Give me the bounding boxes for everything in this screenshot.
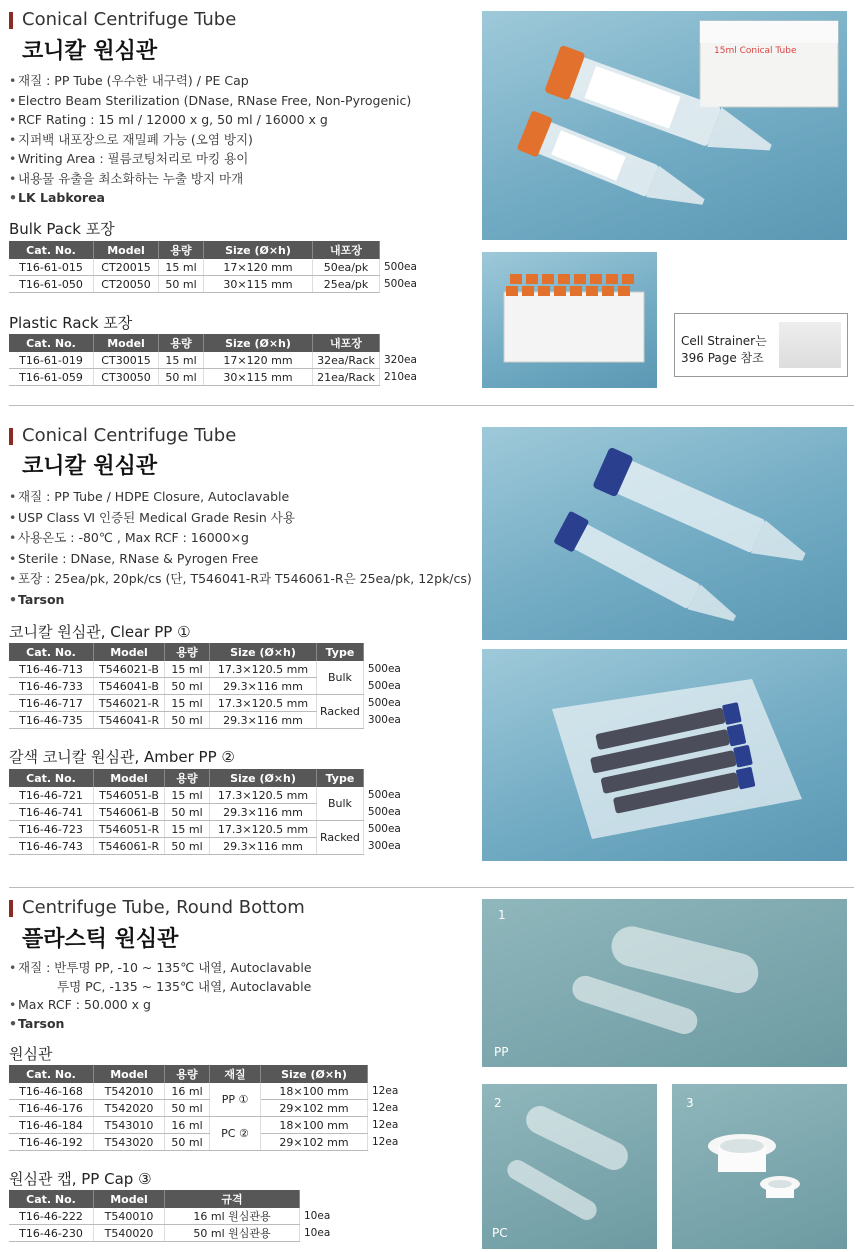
plastic-rack-table <box>9 334 420 386</box>
cell: T16-46-717 <box>9 695 94 712</box>
table-title: 갈색 코니칼 원심관, Amber PP ② <box>9 748 235 766</box>
cell: T16-46-230 <box>9 1225 94 1242</box>
cell: 30×115 mm <box>204 369 313 386</box>
col-header: Cat. No. <box>9 643 94 661</box>
cell: T546021-R <box>94 695 165 712</box>
brand-item: • LK Labkorea <box>9 188 411 208</box>
cell: 17.3×120.5 mm <box>210 821 317 838</box>
col-header: 내포장 <box>313 334 380 352</box>
col-header: Model <box>94 769 165 787</box>
cell: CT30015 <box>94 352 159 369</box>
col-header: Cat. No. <box>9 334 94 352</box>
cell: T16-46-721 <box>9 787 94 804</box>
cell: 500ea <box>367 697 401 709</box>
cell: T546051-R <box>94 821 165 838</box>
cell: 500ea <box>367 680 401 692</box>
table-title: Bulk Pack 포장 <box>9 220 115 238</box>
section-kr-title: 플라스틱 원심관 <box>22 927 179 952</box>
cell: 50 ml <box>165 1134 210 1151</box>
cell: T546061-B <box>94 804 165 821</box>
cell: T16-46-733 <box>9 678 94 695</box>
cell: T543020 <box>94 1134 165 1151</box>
cell: T16-46-743 <box>9 838 94 855</box>
cell: 16 ml <box>165 1117 210 1134</box>
table-row <box>9 1100 401 1117</box>
table-title: 코니칼 원심관, Clear PP ① <box>9 623 191 641</box>
cell: 15 ml <box>159 352 204 369</box>
col-header: 용량 <box>159 241 204 259</box>
type-cell: Racked <box>317 695 364 729</box>
material-cell: PP ① <box>210 1083 261 1117</box>
cell: 500ea <box>367 823 401 835</box>
strainer-thumbnail <box>779 322 841 368</box>
cell: T546041-B <box>94 678 165 695</box>
photo-label: PP <box>494 1045 509 1059</box>
clear-pp-table <box>9 643 404 729</box>
cell: CT20050 <box>94 276 159 293</box>
cell: T16-46-713 <box>9 661 94 678</box>
cell: 15 ml <box>165 787 210 804</box>
col-header: Model <box>94 1190 165 1208</box>
brand-item: • Tarson <box>9 1015 312 1034</box>
cell: 50 ml <box>165 838 210 855</box>
cell: 29×102 mm <box>261 1134 368 1151</box>
spec-item: • USP Class Ⅵ 인증된 Medical Grade Resin 사용 <box>9 508 472 529</box>
round-bottom-table <box>9 1065 401 1151</box>
cell: 50 ml <box>165 678 210 695</box>
table-row <box>9 369 420 386</box>
photo-number: 3 <box>686 1096 694 1110</box>
cell: 21ea/Rack <box>313 369 380 386</box>
col-header: Size (Ø×h) <box>204 334 313 352</box>
note-line: Cell Strainer는 <box>681 334 767 348</box>
cell: 15 ml <box>165 695 210 712</box>
table-title: 원심관 <box>9 1045 53 1063</box>
cell: 12ea <box>372 1102 399 1114</box>
cell: 17×120 mm <box>204 259 313 276</box>
cell: 50 ml <box>165 1100 210 1117</box>
cell: T546021-B <box>94 661 165 678</box>
col-header-empty <box>380 334 420 352</box>
spec-item: • 포장 : 25ea/pk, 20pk/cs (단, T546041-R과 T546061-R은 25ea/pk, 12pk/cs) <box>9 569 472 590</box>
spec-item: • Electro Beam Sterilization (DNase, RNase Free, Non-Pyrogenic) <box>9 91 411 111</box>
spec-item: • 재질 : PP Tube / HDPE Closure, Autoclavable <box>9 487 472 508</box>
col-header-empty <box>363 769 403 787</box>
spec-item: • Writing Area : 필름코팅처리로 마킹 용이 <box>9 149 411 169</box>
pp-cap-table <box>9 1190 333 1242</box>
col-header: Model <box>94 1065 165 1083</box>
cell: T542010 <box>94 1083 165 1100</box>
cell: 29×102 mm <box>261 1100 368 1117</box>
cell: T16-46-735 <box>9 712 94 729</box>
col-header: 용량 <box>165 643 210 661</box>
bulk-pack-table <box>9 241 420 293</box>
cell: 12ea <box>372 1119 399 1131</box>
section-en-title: Centrifuge Tube, Round Bottom <box>22 897 305 918</box>
type-cell: Bulk <box>317 787 364 821</box>
cell: 17.3×120.5 mm <box>210 787 317 804</box>
section-kr-title: 코니칼 원심관 <box>22 454 158 479</box>
cell: T540020 <box>94 1225 165 1242</box>
col-header: Cat. No. <box>9 769 94 787</box>
box-label: 15ml Conical Tube <box>714 46 797 56</box>
spec-item: 투명 PC, -135 ~ 135℃ 내열, Autoclavable <box>57 978 312 994</box>
table-row <box>9 1208 333 1225</box>
cell: 30×115 mm <box>204 276 313 293</box>
table-row <box>9 276 420 293</box>
col-header: Size (Ø×h) <box>210 769 317 787</box>
cell: T16-46-176 <box>9 1100 94 1117</box>
cell: T540010 <box>94 1208 165 1225</box>
table-row <box>9 661 404 678</box>
rack-illustration <box>482 252 657 388</box>
col-header: Size (Ø×h) <box>261 1065 368 1083</box>
cell: T16-46-222 <box>9 1208 94 1225</box>
table-title: 원심관 캡, PP Cap ③ <box>9 1170 152 1188</box>
type-cell: Bulk <box>317 661 364 695</box>
material-cell: PC ② <box>210 1117 261 1151</box>
cell: 18×100 mm <box>261 1083 368 1100</box>
cell: T542020 <box>94 1100 165 1117</box>
cell: 50 ml <box>165 804 210 821</box>
cell-strainer-note <box>674 313 848 377</box>
col-header: Cat. No. <box>9 1190 94 1208</box>
photo-label: PC <box>492 1226 508 1240</box>
table-row <box>9 821 404 838</box>
table-row <box>9 1134 401 1151</box>
section-accent-bar <box>9 900 13 917</box>
cell: 50 ml 원심관용 <box>165 1225 300 1242</box>
cell: T16-46-168 <box>9 1083 94 1100</box>
spec-list <box>9 71 411 208</box>
spec-item: • 재질 : 반투명 PP, -10 ~ 135℃ 내열, Autoclavable <box>9 959 312 978</box>
photo-number: 2 <box>494 1096 502 1110</box>
section-en-title: Conical Centrifuge Tube <box>22 425 237 446</box>
cell: 29.3×116 mm <box>210 838 317 855</box>
cell: 29.3×116 mm <box>210 804 317 821</box>
photo-number: 1 <box>498 908 506 922</box>
col-header-empty <box>300 1190 334 1208</box>
cell: 50ea/pk <box>313 259 380 276</box>
tube-illustration <box>482 1084 657 1249</box>
cell: 50 ml <box>159 276 204 293</box>
cell: 12ea <box>372 1136 399 1148</box>
cell: 25ea/pk <box>313 276 380 293</box>
spec-list <box>9 487 472 610</box>
cell: 29.3×116 mm <box>210 678 317 695</box>
spec-item: • 사용온도 : -80℃ , Max RCF : 16000×g <box>9 528 472 549</box>
cell: 18×100 mm <box>261 1117 368 1134</box>
pc-tube-photo <box>482 1084 657 1249</box>
col-header-empty <box>363 643 403 661</box>
tube-illustration <box>482 899 847 1067</box>
section-accent-bar <box>9 428 13 445</box>
brand-item: • Tarson <box>9 590 472 611</box>
table-row <box>9 259 420 276</box>
cell: 17×120 mm <box>204 352 313 369</box>
cell: 50 ml <box>159 369 204 386</box>
cell: 300ea <box>367 714 401 726</box>
col-header: Model <box>94 643 165 661</box>
type-cell: Racked <box>317 821 364 855</box>
spec-item: • RCF Rating : 15 ml / 12000 x g, 50 ml / 16000 x g <box>9 110 411 130</box>
table-row <box>9 1117 401 1134</box>
tube-illustration <box>482 427 847 640</box>
cell: 17.3×120.5 mm <box>210 695 317 712</box>
cell: 500ea <box>367 789 401 802</box>
cell: 29.3×116 mm <box>210 712 317 729</box>
cell: T16-46-723 <box>9 821 94 838</box>
tube-illustration <box>482 11 847 240</box>
tube-rack-photo <box>482 252 657 388</box>
cell: 15 ml <box>165 821 210 838</box>
cell: 50 ml <box>165 712 210 729</box>
cell: T546041-R <box>94 712 165 729</box>
amber-pp-table <box>9 769 404 855</box>
table-row <box>9 1083 401 1100</box>
cell: T16-46-741 <box>9 804 94 821</box>
spec-item: • Sterile : DNase, RNase & Pyrogen Free <box>9 549 472 570</box>
col-header-empty <box>380 241 420 259</box>
section-divider <box>9 405 854 406</box>
col-header: 재질 <box>210 1065 261 1083</box>
amber-tube-bag-photo <box>482 649 847 861</box>
section-divider <box>9 887 854 888</box>
cell: 500ea <box>384 278 417 290</box>
spec-item: • 내용물 유출을 최소화하는 누출 방지 마개 <box>9 169 411 189</box>
spec-list <box>9 959 312 1033</box>
clear-tube-photo <box>482 427 847 640</box>
cell: T16-61-019 <box>9 352 94 369</box>
col-header: Cat. No. <box>9 1065 94 1083</box>
cell: 210ea <box>384 371 417 383</box>
cell: T546051-B <box>94 787 165 804</box>
col-header: 용량 <box>165 1065 210 1083</box>
table-title: Plastic Rack 포장 <box>9 314 133 332</box>
cell: 17.3×120.5 mm <box>210 661 317 678</box>
col-header: 규격 <box>165 1190 300 1208</box>
spec-item: • 지퍼백 내포장으로 재밀폐 가능 (오염 방지) <box>9 130 411 150</box>
table-row <box>9 352 420 369</box>
spec-item: • Max RCF : 50.000 x g <box>9 996 312 1015</box>
cell: T16-46-192 <box>9 1134 94 1151</box>
section-en-title: Conical Centrifuge Tube <box>22 9 237 30</box>
cell: 15 ml <box>165 661 210 678</box>
col-header: 내포장 <box>313 241 380 259</box>
cell: T543010 <box>94 1117 165 1134</box>
col-header: Size (Ø×h) <box>210 643 317 661</box>
cell: CT20015 <box>94 259 159 276</box>
section-kr-title: 코니칼 원심관 <box>22 39 158 64</box>
col-header: Model <box>94 334 159 352</box>
col-header: Size (Ø×h) <box>204 241 313 259</box>
table-row <box>9 787 404 804</box>
table-row <box>9 1225 333 1242</box>
conical-tube-photo <box>482 11 847 240</box>
pp-tube-photo <box>482 899 847 1067</box>
col-header: Type <box>317 769 364 787</box>
col-header: Cat. No. <box>9 241 94 259</box>
bag-illustration <box>482 649 847 861</box>
cell: CT30050 <box>94 369 159 386</box>
cell: 500ea <box>384 261 417 274</box>
cell: 500ea <box>367 663 401 676</box>
cell: 32ea/Rack <box>313 352 380 369</box>
pp-cap-photo <box>672 1084 847 1249</box>
cell: T546061-R <box>94 838 165 855</box>
cell: 15 ml <box>159 259 204 276</box>
cell: T16-61-050 <box>9 276 94 293</box>
cell: T16-61-059 <box>9 369 94 386</box>
col-header: Type <box>317 643 364 661</box>
table-row <box>9 695 404 712</box>
col-header: 용량 <box>165 769 210 787</box>
cell: T16-46-184 <box>9 1117 94 1134</box>
cell: 10ea <box>304 1210 331 1223</box>
cell: 12ea <box>372 1085 399 1098</box>
note-line: 396 Page 참조 <box>681 351 764 365</box>
cell: 500ea <box>367 806 401 818</box>
col-header-empty <box>368 1065 402 1083</box>
cell: 16 ml 원심관용 <box>165 1208 300 1225</box>
col-header: 용량 <box>159 334 204 352</box>
cell: 320ea <box>384 354 417 367</box>
cell: 300ea <box>367 840 401 852</box>
section-accent-bar <box>9 12 13 29</box>
spec-item: • 재질 : PP Tube (우수한 내구력) / PE Cap <box>9 71 411 91</box>
cap-illustration <box>672 1084 847 1249</box>
cell: 10ea <box>304 1227 331 1239</box>
cell: T16-61-015 <box>9 259 94 276</box>
cell: 16 ml <box>165 1083 210 1100</box>
col-header: Model <box>94 241 159 259</box>
